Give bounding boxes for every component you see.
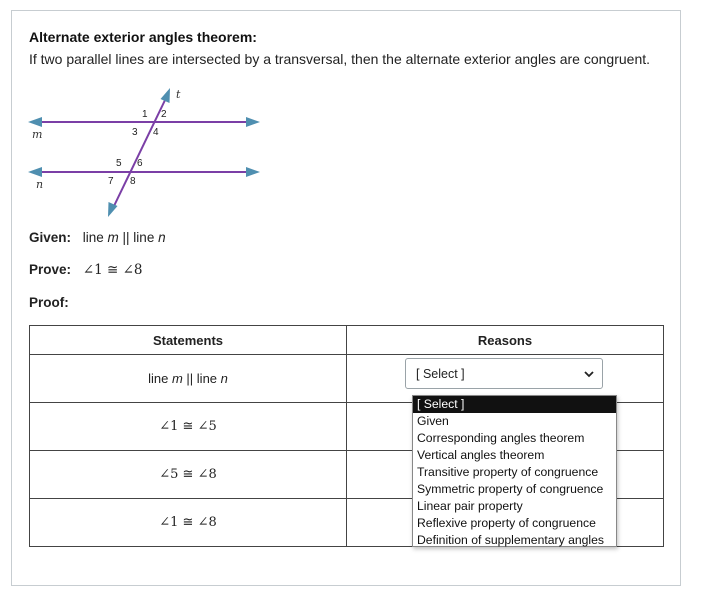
statement-parallel: || line (182, 371, 221, 386)
given-label: Given: (29, 230, 72, 245)
proof-heading (29, 295, 77, 310)
prove-line (29, 262, 143, 278)
theorem-title: Alternate exterior angles theorem: (29, 29, 257, 45)
statement-cell: ∠5 ≅ ∠8 (30, 451, 347, 499)
reasons-header: Reasons (347, 326, 664, 355)
angle-5-label: 5 (116, 158, 122, 169)
angle-7-label: 7 (108, 176, 114, 187)
reason-option-supplementary[interactable]: Definition of supplementary angles (417, 533, 604, 547)
given-line-m: m (107, 230, 119, 245)
angle-6-label: 6 (137, 158, 143, 169)
reason-select[interactable] (405, 358, 603, 389)
line-m-right-arrow (246, 117, 260, 127)
prove-label: Prove: (29, 262, 72, 277)
line-n-right-arrow (246, 167, 260, 177)
reason-option-reflexive[interactable]: Reflexive property of congruence (417, 516, 596, 530)
line-m-label: m (32, 128, 43, 141)
reason-dropdown-list (412, 395, 617, 547)
reason-select-value: [ Select ] (416, 367, 465, 381)
transversal-bottom-arrow (108, 202, 118, 217)
angle-4-label: 4 (153, 127, 159, 138)
statement-cell (30, 355, 347, 403)
reason-option-vertical-angles[interactable]: Vertical angles theorem (417, 448, 545, 462)
reason-option-transitive[interactable]: Transitive property of congruence (417, 465, 599, 479)
angle-8-label: 8 (130, 176, 136, 187)
reason-option-symmetric[interactable]: Symmetric property of congruence (417, 482, 604, 496)
given-parallel: || line (118, 230, 159, 245)
given-line-n: n (158, 230, 166, 245)
prove-text: ∠1 ≅ ∠8 (82, 262, 143, 278)
line-n-left-arrow (28, 167, 42, 177)
reason-option-given[interactable]: Given (417, 414, 449, 428)
angle-2-label: 2 (161, 109, 167, 120)
statement-cell: ∠1 ≅ ∠8 (30, 499, 347, 547)
proof-label: Proof: (29, 295, 69, 310)
statement-line-n: n (220, 371, 228, 386)
transversal-label: t (176, 88, 181, 101)
parallel-lines-diagram (24, 84, 264, 224)
line-m-left-arrow (28, 117, 42, 127)
theorem-statement: If two parallel lines are intersected by a transversal, then the alternate exterior angles are congruent. (29, 51, 651, 67)
reason-option-linear-pair[interactable]: Linear pair property (417, 499, 523, 513)
statement-cell: ∠1 ≅ ∠5 (30, 403, 347, 451)
reason-option-corresponding-angles[interactable]: Corresponding angles theorem (417, 431, 585, 445)
chevron-down-icon (584, 369, 594, 379)
transversal-top-arrow (161, 88, 171, 103)
transversal-t (114, 96, 167, 206)
statement-prefix: line (148, 371, 172, 386)
angle-3-label: 3 (132, 127, 138, 138)
given-text-prefix: line (82, 230, 108, 245)
statements-header: Statements (30, 326, 347, 355)
angle-1-label: 1 (142, 109, 148, 120)
line-n-label: n (36, 178, 44, 191)
statement-line-m: m (171, 371, 183, 386)
given-line (29, 230, 166, 245)
reason-option-select[interactable]: [ Select ] (413, 396, 616, 413)
